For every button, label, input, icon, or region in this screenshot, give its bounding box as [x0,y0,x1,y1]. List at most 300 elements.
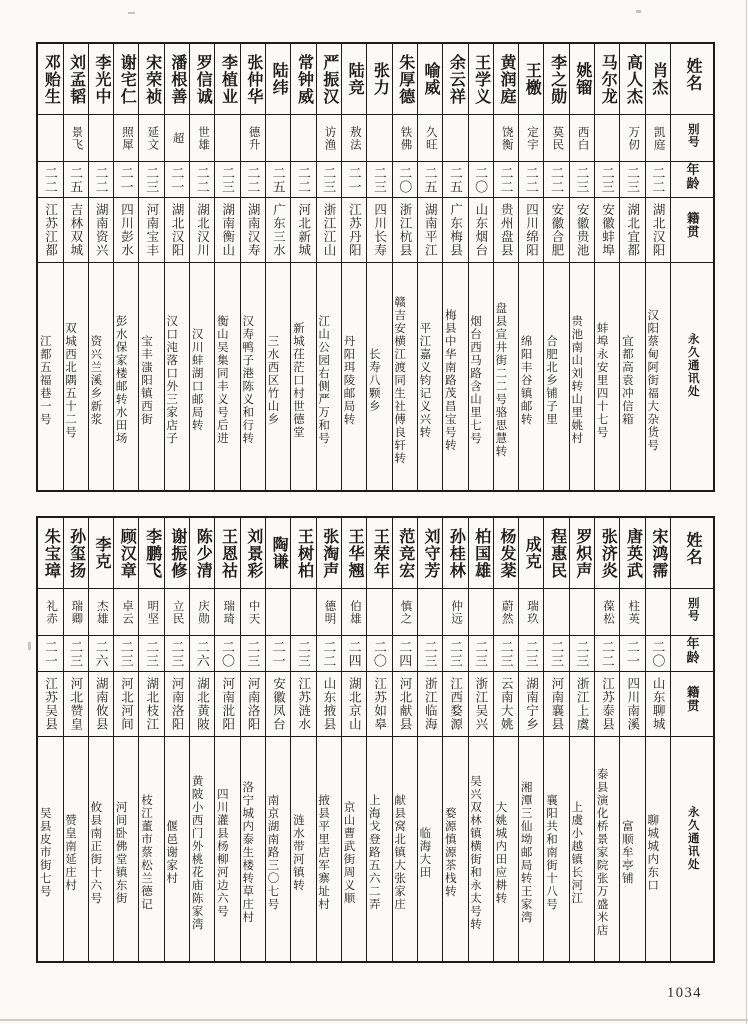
person-address-cell [519,737,543,961]
person-age-cell [266,636,290,672]
person-name: 顾汉章 [118,527,136,579]
person-name: 范竞宏 [396,527,414,579]
person-address-cell [64,263,88,490]
person-address-cell [418,263,442,490]
person-native: 云南大姚 [499,677,514,731]
person-name: 黄润庭 [497,53,515,105]
person-address: 河间卧佛堂镇东街 [114,800,127,905]
person-native-cell [469,672,493,737]
person-name: 谢振修 [168,527,186,579]
person-native: 贵州盘县 [499,203,514,257]
person-age-cell [494,636,518,672]
directory-table-bottom [36,516,715,963]
person-native-cell [342,198,366,263]
person-native-cell [114,198,138,263]
person-alias-cell [190,115,214,162]
person-native: 湖南宁乡 [524,677,539,731]
person-alias: 德升 [247,125,260,151]
person-name: 李克 [92,536,110,570]
person-alias-cell [165,115,189,162]
person-alias: 西白 [576,125,589,151]
person-alias-cell [165,589,189,636]
person-native-cell [620,672,644,737]
person-age: 二三 [447,639,463,668]
person-alias-cell [469,589,493,636]
person-age-cell [418,636,442,672]
person-name-cell [570,44,594,115]
person-address-cell [367,263,391,490]
person-alias-cell [367,589,391,636]
person-name-cell [494,44,518,115]
scan-speck [128,12,135,14]
header-alias-cell [671,115,713,162]
person-age-cell [544,162,568,198]
person-address-cell [215,263,239,490]
person-native-cell [393,198,417,263]
person-name-cell [620,44,644,115]
person-alias: 超 [171,131,184,145]
person-age: 二〇 [473,165,489,194]
person-name: 李之勋 [548,53,566,105]
header-name-cell [671,518,713,589]
person-name-cell [241,44,265,115]
header-address-label: 永久通讯处 [686,805,699,871]
person-column [190,518,215,961]
person-age: 二五 [422,165,438,194]
person-alias-cell [443,115,467,162]
person-age-cell [519,636,543,672]
person-alias-cell [595,115,619,162]
scan-edge-line [0,1019,748,1021]
person-address-cell [443,737,467,961]
person-column [646,44,671,490]
person-address-cell [317,737,341,961]
header-name-cell [671,44,713,115]
person-native: 江苏丹阳 [347,203,362,257]
person-column [317,518,342,961]
person-native: 河北河间 [119,677,134,731]
person-native-cell [64,198,88,263]
person-native: 浙江上虞 [575,677,590,731]
person-age: 二二 [194,165,210,194]
person-address: 新城茌茫口村世德堂 [291,321,304,439]
person-age: 二二 [498,165,514,194]
person-age-cell [393,636,417,672]
person-native: 河南洛阳 [246,677,261,731]
person-age-cell [38,636,62,672]
person-address: 长寿八颗乡 [367,347,380,413]
person-age-cell [139,636,163,672]
person-address: 汉寿鸭子港陈义和行转 [241,315,254,445]
person-native-cell [443,672,467,737]
person-name-cell [418,44,442,115]
person-address: 湘潭三仙坳邮局转王家湾 [519,781,532,924]
person-alias-cell [139,115,163,162]
person-name-cell [317,44,341,115]
person-address: 江山公园右侧严万和号 [317,315,330,445]
person-alias: 瑞琦 [222,599,235,625]
person-native: 河北献县 [397,677,412,731]
person-address: 四川灌县杨柳河边六号 [215,787,228,918]
person-age: 二三 [549,639,565,668]
person-column [595,518,620,961]
person-native: 湖南资兴 [94,203,109,257]
person-address-cell [620,263,644,490]
person-alias-cell [291,589,315,636]
person-age-cell [595,162,619,198]
person-native-cell [190,198,214,263]
person-name-cell [114,518,138,589]
person-address: 南京湖南路三〇七号 [266,794,279,911]
person-address-cell [114,263,138,490]
person-alias: 蔚然 [500,599,513,625]
person-age: 二三 [245,639,261,668]
person-age-cell [89,636,113,672]
person-alias-cell [418,589,442,636]
person-name-cell [393,44,417,115]
person-age-cell [595,636,619,672]
person-age: 二一 [118,165,134,194]
person-address-cell [469,263,493,490]
person-native: 河南洛阳 [170,677,185,731]
person-age-cell [494,162,518,198]
person-column [342,518,367,961]
person-column [38,518,63,961]
person-name-cell [418,518,442,589]
person-age-cell [190,162,214,198]
person-address: 汉川蚌湖口邮局转 [190,328,203,432]
person-age: 二三 [473,639,489,668]
person-name-cell [139,518,163,589]
person-address-cell [291,737,315,961]
person-alias: 伯雄 [348,599,361,625]
person-address: 吴兴双林镇横街和永太号转 [469,774,481,931]
person-native-cell [544,672,568,737]
person-address-cell [139,263,163,490]
person-name-cell [620,518,644,589]
header-alias-label: 别号 [686,596,699,622]
person-native: 江苏如皋 [372,677,387,731]
person-address-cell [241,737,265,961]
person-column [367,518,392,961]
person-address-cell [89,737,113,961]
person-address-cell [595,263,619,490]
person-alias-cell [494,115,518,162]
person-name: 宋鸿霈 [649,527,667,579]
person-age: 二三 [498,639,514,668]
person-name-cell [241,518,265,589]
person-address: 上海戈登路五六二弄 [367,794,380,911]
person-name-cell [342,44,366,115]
person-alias: 卓云 [121,599,134,625]
person-name-cell [544,44,568,115]
person-native: 江苏涟水 [296,677,311,731]
person-native-cell [570,198,594,263]
person-alias-cell [89,589,113,636]
person-name: 罗信诚 [194,53,212,105]
person-name-cell [64,518,88,589]
person-alias: 礼赤 [45,599,58,625]
person-column [544,518,569,961]
person-native-cell [241,672,265,737]
person-address-cell [291,263,315,490]
person-alias: 杰雄 [95,599,108,625]
person-name-cell [38,44,62,115]
person-column [570,44,595,490]
person-native-cell [443,198,467,263]
person-native-cell [266,672,290,737]
header-column [671,44,713,490]
person-address-cell [241,263,265,490]
person-age: 二三 [371,165,387,194]
person-alias-cell [38,115,62,162]
person-alias: 柱英 [627,599,640,625]
person-age-cell [443,636,467,672]
person-age-cell [89,162,113,198]
person-alias-cell [367,115,391,162]
person-alias-cell [519,589,543,636]
person-alias-cell [139,589,163,636]
person-alias: 瑞玖 [526,599,539,625]
person-age: 二二 [599,639,615,668]
person-age: 二〇 [220,639,236,668]
person-alias: 饶衡 [500,125,513,151]
person-native: 湖北京山 [347,677,362,731]
person-age: 二一 [169,165,185,194]
scan-speck [28,642,31,650]
person-native: 河南沘阳 [220,677,235,731]
person-native: 四川绵阳 [524,203,539,257]
person-column [317,44,342,490]
person-alias-cell [595,589,619,636]
person-name: 刘景彩 [244,527,262,579]
person-age-cell [646,162,670,198]
person-native-cell [519,198,543,263]
person-age: 二二 [549,165,565,194]
person-native: 江苏江都 [43,203,58,257]
person-column [443,518,468,961]
person-age-cell [342,162,366,198]
person-native: 安徽蚌埠 [600,203,615,257]
person-name: 宋荣祯 [143,53,161,105]
person-native-cell [165,672,189,737]
person-age-cell [519,162,543,198]
person-native-cell [89,198,113,263]
person-address: 双城西北隅五十二号 [64,321,76,439]
person-native-cell [494,672,518,737]
person-native: 河南宝丰 [144,203,159,257]
person-address: 襄阳共和南街十八号 [544,794,557,911]
person-address: 吴县皮市街七号 [38,807,51,898]
person-native-cell [367,672,391,737]
person-native: 浙江吴兴 [473,677,488,731]
person-age: 二二 [650,165,666,194]
person-alias-cell [570,589,594,636]
person-alias-cell [393,589,417,636]
person-age: 二〇 [371,639,387,668]
person-address-cell [570,263,594,490]
person-address: 泰县演化桥景家院张万盛米店 [595,768,608,937]
person-age: 二一 [346,165,362,194]
person-name-cell [266,518,290,589]
person-address-cell [317,263,341,490]
person-alias: 景飞 [70,125,83,151]
person-native-cell [317,198,341,263]
person-address-cell [595,737,619,961]
person-alias-cell [190,589,214,636]
person-name: 朱宝璋 [42,527,60,579]
person-age: 二〇 [650,639,666,668]
header-name-label: 姓名 [684,531,701,566]
person-column [620,518,645,961]
person-alias-cell [544,589,568,636]
header-age-cell [671,162,713,198]
person-age: 二三 [295,639,311,668]
person-column [64,44,89,490]
person-name: 唐英武 [624,527,642,579]
person-age-cell [64,636,88,672]
person-name: 朱厚德 [396,53,414,105]
header-alias-cell [671,589,713,636]
person-native-cell [38,672,62,737]
person-alias-cell [114,115,138,162]
person-native-cell [646,198,670,263]
person-alias-cell [443,589,467,636]
person-column [418,518,443,961]
person-age-cell [165,162,189,198]
person-age: 二三 [599,165,615,194]
person-age-cell [443,162,467,198]
person-column [544,44,569,490]
person-alias-cell [215,115,239,162]
person-age: 二三 [625,165,641,194]
person-alias: 庆勋 [196,599,209,625]
person-age: 二六 [194,639,210,668]
person-address-cell [393,263,417,490]
person-native-cell [291,198,315,263]
person-name: 成克 [523,536,541,570]
person-native-cell [291,672,315,737]
person-column [89,518,114,961]
person-name: 李鹏飞 [143,527,161,579]
scan-edge-line [746,0,747,1024]
person-address: 富顺牟亭铺 [620,820,633,885]
person-address-cell [570,737,594,961]
person-alias-cell [620,115,644,162]
person-address-cell [38,737,62,961]
person-alias: 明坚 [146,599,159,625]
person-native: 湖北枝江 [144,677,159,731]
person-name-cell [646,518,670,589]
person-alias-cell [418,115,442,162]
person-address-cell [165,737,189,961]
person-alias: 世雄 [196,125,209,151]
person-native-cell [114,672,138,737]
person-address-cell [64,737,88,961]
person-name: 刘守芳 [422,527,440,579]
person-native-cell [595,672,619,737]
person-age: 二五 [68,165,84,194]
header-native-label: 籍贯 [685,210,700,238]
person-age: 二四 [346,639,362,668]
person-native-cell [469,198,493,263]
person-column [443,44,468,490]
person-column [241,44,266,490]
person-column [64,518,89,961]
person-native-cell [367,198,391,263]
person-address: 涟水带河镇转 [291,813,304,892]
person-native: 四川南溪 [625,677,640,731]
person-column [89,44,114,490]
person-native-cell [38,198,62,263]
person-column [215,518,240,961]
person-name: 常钟威 [295,53,313,105]
person-alias-cell [317,115,341,162]
person-name-cell [215,44,239,115]
person-name: 孙玺扬 [67,527,85,579]
person-address: 梅县中华南路茂昌宝号转 [443,308,456,452]
person-address: 枝江董市蔡松兰德记 [139,794,152,911]
person-address: 宝丰滍阳镇西街 [139,334,152,426]
person-native: 山东聊城 [651,677,666,731]
person-name-cell [190,44,214,115]
person-native: 江西婺源 [448,677,463,731]
person-age-cell [646,636,670,672]
person-alias: 立民 [171,599,184,625]
person-address: 洛宁城内泰生楼转草庄村 [241,781,254,924]
person-age-cell [317,636,341,672]
person-age-cell [241,162,265,198]
person-alias: 定宇 [526,125,539,151]
person-age: 二一 [42,639,58,668]
person-name-cell [38,518,62,589]
person-column [342,44,367,490]
person-address-cell [114,737,138,961]
header-address-cell [671,263,713,490]
person-name-cell [519,44,543,115]
person-alias-cell [317,589,341,636]
person-native: 湖北汉川 [195,203,210,257]
person-name-cell [367,518,391,589]
person-address: 聊城城内东口 [646,813,659,892]
person-address: 临海大田 [418,826,431,879]
person-column [469,518,494,961]
person-name: 陆竞 [346,62,364,96]
person-age-cell [114,162,138,198]
person-column [469,44,494,490]
person-native-cell [266,198,290,263]
person-name: 王檄 [523,62,541,96]
person-native: 湖北汉阳 [651,203,666,257]
header-age-label: 年龄 [684,636,700,664]
person-address-cell [342,263,366,490]
person-name-cell [544,518,568,589]
person-address: 赣吉安横江渡同生社傅良轩转 [393,295,406,465]
person-column [38,44,63,490]
header-alias-label: 别号 [686,122,699,148]
person-name-cell [595,44,619,115]
person-name: 高人杰 [624,53,642,105]
person-native: 湖南平江 [423,203,438,257]
person-age-cell [620,162,644,198]
person-address: 蚌埠永安里四十七号 [595,321,608,439]
person-address: 攸县南正街十六号 [89,800,102,905]
person-address-cell [393,737,417,961]
person-column [241,518,266,961]
person-address: 京山曹武街周义顺 [342,800,355,905]
person-name: 余云祥 [447,53,465,105]
header-native-cell [671,198,713,263]
